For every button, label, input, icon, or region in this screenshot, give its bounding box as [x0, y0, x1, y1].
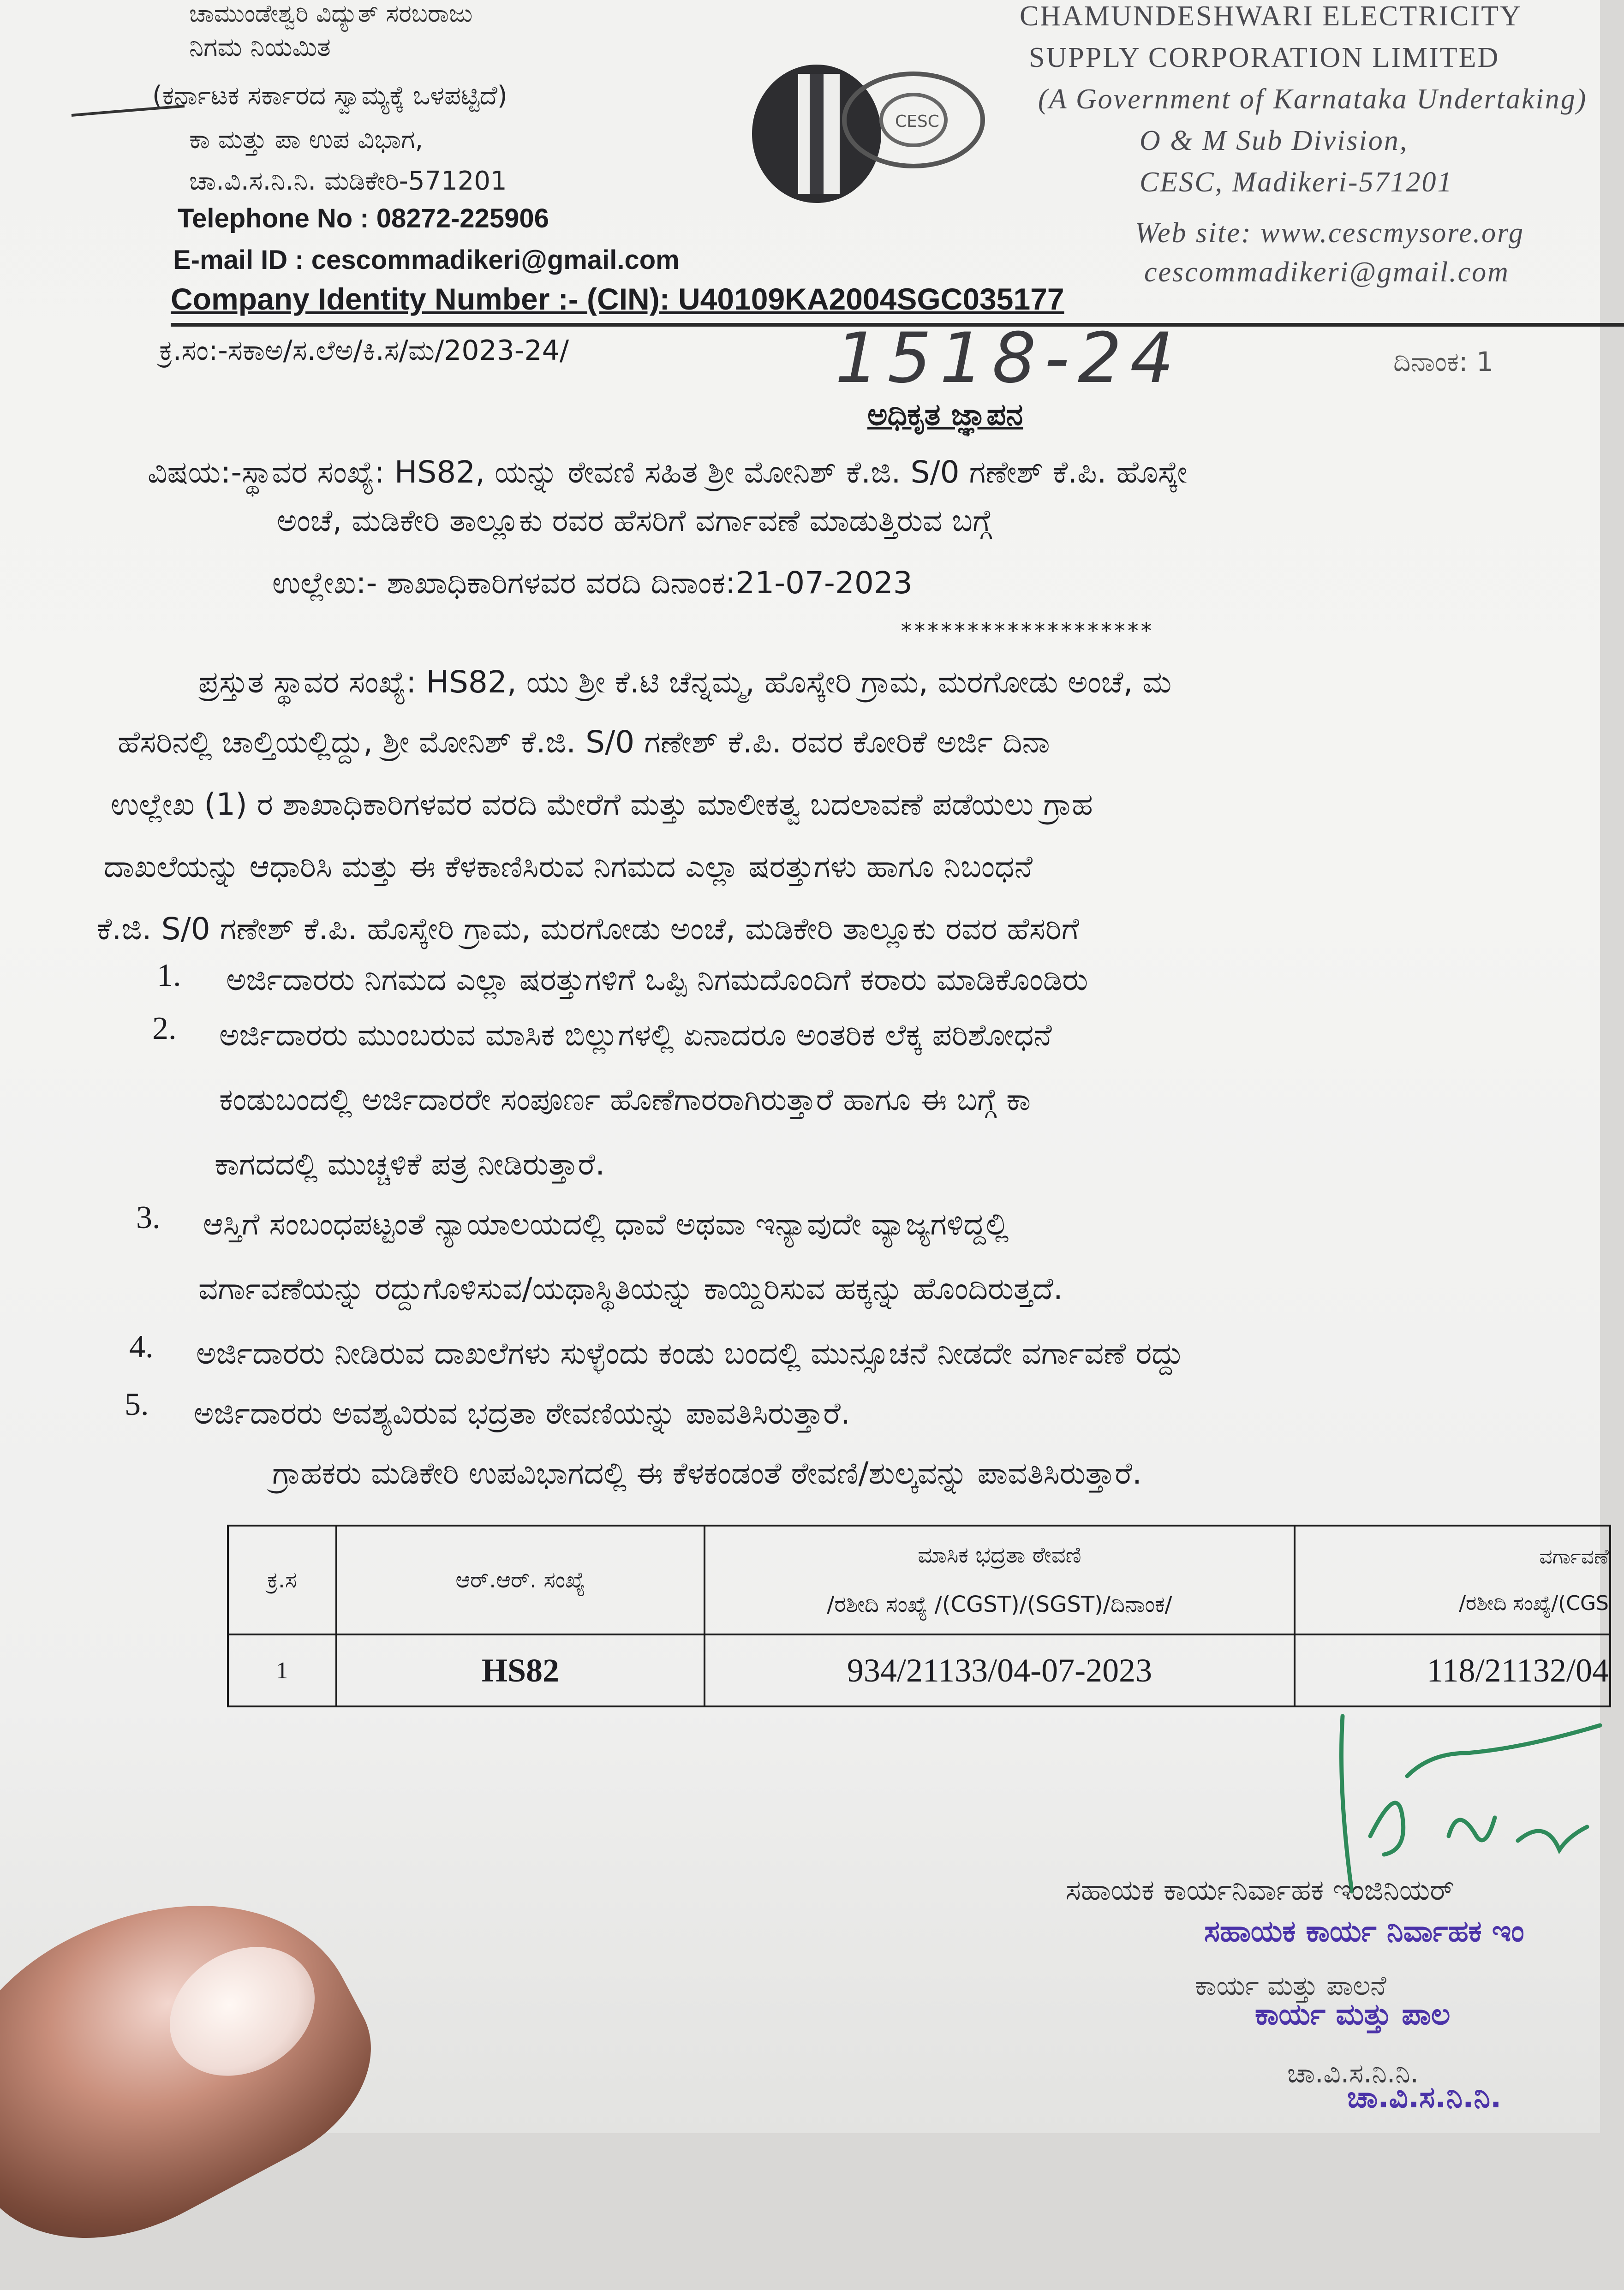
item-4-text: ಅರ್ಜಿದಾರರು ನೀಡಿರುವ ದಾಖಲೆಗಳು ಸುಳ್ಳೆಂದು ಕಂಡು ಬಂದಲ್ಲಿ ಮುನ್ಸೂಚನೆ ನೀಡದೇ ವರ್ಗಾವಣೆ ರದ್ದು [196, 1336, 1184, 1371]
item-2-text-2: ಕಂಡುಬಂದಲ್ಲಿ ಅರ್ಜಿದಾರರೇ ಸಂಪೂರ್ಣ ಹೊಣೆಗಾರರಾಗಿರುತ್ತಾರೆ ಹಾಗೂ ಈ ಬಗ್ಗೆ ಕಾ [219, 1082, 1031, 1117]
letterhead-kn-line3: (ಕರ್ನಾಟಕ ಸರ್ಕಾರದ ಸ್ವಾಮ್ಯಕ್ಕೆ ಒಳಪಟ್ಟಿದೆ) [152, 81, 508, 111]
letterhead-en-email: cescommadikeri@gmail.com [1144, 256, 1510, 288]
letterhead-kn-line1: ಚಾಮುಂಡೇಶ್ವರಿ ವಿದ್ಯುತ್ ಸರಬರಾಜು [189, 0, 473, 28]
cell-deposit: 934/21133/04-07-2023 [705, 1634, 1294, 1706]
header-fee-sub: /ರಶೀದಿ ಸಂಖ್ಯೆ/(CGS [1459, 1592, 1609, 1615]
letterhead-kn-line5: ಚಾ.ವಿ.ಸ.ನಿ.ನಿ. ಮಡಿಕೇರಿ-571201 [189, 166, 507, 196]
reference-number: ಕ್ರ.ಸಂ:-ಸಕಾಅ/ಸ.ಲೆಅ/ಕಿ.ಸ/ಮ/2023-24/ [159, 334, 569, 367]
cesc-logo [747, 42, 1006, 212]
table-row [228, 1634, 1610, 1706]
letterhead-kn-line4: ಕಾ ಮತ್ತು ಪಾ ಉಪ ವಿಭಾಗ, [189, 125, 424, 155]
letterhead-en-line3: (A Government of Karnataka Undertaking) [1038, 83, 1588, 115]
body-line2: ಹೆಸರಿನಲ್ಲಿ ಚಾಲ್ತಿಯಲ್ಲಿದ್ದು, ಶ್ರೀ ಮೋನಿಶ್ ಕೆ.ಜಿ. S/0 ಗಣೇಶ್ ಕೆ.ಪಿ. ರವರ ಕೋರಿಕೆ ಅರ್ಜಿ ದಿನಾ [118, 724, 1050, 760]
letterhead-kn-line2: ನಿಗಮ ನಿಯಮಿತ [189, 32, 331, 62]
subject-line2: ಅಂಚೆ, ಮಡಿಕೇರಿ ತಾಲ್ಲೂಕು ರವರ ಹೆಸರಿಗೆ ವರ್ಗಾವಣೆ ಮಾಡುತ್ತಿರುವ ಬಗ್ಗೆ [277, 503, 992, 538]
cell-rr-number: HS82 [336, 1634, 705, 1706]
subject-line1: ವಿಷಯ:-ಸ್ಥಾವರ ಸಂಖ್ಯೆ: HS82, ಯನ್ನು ಠೇವಣಿ ಸಹಿತ ಶ್ರೀ ಮೋನಿಶ್ ಕೆ.ಜಿ. S/0 ಗಣೇಶ್ ಕೆ.ಪಿ. ಹೊಸ್ಕೇ [148, 454, 1187, 490]
signatory-dept: ಕಾರ್ಯ ಮತ್ತು ಪಾಲನೆ [1195, 1970, 1386, 2001]
body-line5: ಕೆ.ಜಿ. S/0 ಗಣೇಶ್ ಕೆ.ಪಿ. ಹೊಸ್ಕೇರಿ ಗ್ರಾಮ, ಮರಗೋಡು ಅಂಚೆ, ಮಡಿಕೇರಿ ತಾಲ್ಲೂಕು ರವರ ಹೆಸರಿಗೆ [97, 911, 1080, 947]
separator-stars: ******************* [900, 618, 1153, 644]
item-3-text-1: ಆಸ್ತಿಗೆ ಸಂಬಂಧಪಟ್ಟಂತೆ ನ್ಯಾಯಾಲಯದಲ್ಲಿ ಧಾವೆ ಅಥವಾ ಇನ್ಯಾವುದೇ ವ್ಯಾಜ್ಯಗಳಿದ್ದಲ್ಲಿ [203, 1206, 1009, 1242]
item-2-number: 2. [152, 1011, 177, 1046]
signatory-title: ಸಹಾಯಕ ಕಾರ್ಯನಿರ್ವಾಹಕ ಇಂಜಿನಿಯರ್ [1066, 1873, 1455, 1907]
closing-line: ಗ್ರಾಹಕರು ಮಡಿಕೇರಿ ಉಪವಿಭಾಗದಲ್ಲಿ ಈ ಕೆಳಕಂಡಂತೆ ಠೇವಣಿ/ಶುಲ್ಕವನ್ನು ಪಾವತಿಸಿರುತ್ತಾರೆ. [272, 1455, 1142, 1491]
header-rr-number: ಆರ್.ಆರ್. ಸಂಖ್ಯೆ [336, 1526, 705, 1634]
header-transfer-fee [1295, 1526, 1610, 1634]
signatory-org: ಚಾ.ವಿ.ಸ.ನಿ.ನಿ. [1287, 2057, 1419, 2089]
item-4-number: 4. [129, 1329, 154, 1365]
body-line1: ಪ್ರಸ್ತುತ ಸ್ಥಾವರ ಸಂಖ್ಯೆ: HS82, ಯು ಶ್ರೀ ಕೆ.ಟಿ ಚೆನ್ನಮ್ಮ, ಹೊಸ್ಕೇರಿ ಗ್ರಾಮ, ಮರಗೋಡು ಅಂಚೆ, ಮ [198, 664, 1172, 700]
table-header-row [228, 1526, 1610, 1634]
reference-date: ದಿನಾಂಕ: 1 [1393, 346, 1493, 377]
letterhead-telephone: Telephone No : 08272-225906 [178, 203, 549, 233]
stamp-dept: ಕಾರ್ಯ ಮತ್ತು ಪಾಲ [1255, 1998, 1451, 2032]
letterhead-en-line5: CESC, Madikeri-571201 [1140, 167, 1453, 198]
item-2-text-3: ಕಾಗದದಲ್ಲಿ ಮುಚ್ಚಳಿಕೆ ಪತ್ರ ನೀಡಿರುತ್ತಾರೆ. [215, 1146, 605, 1182]
reference-handwritten: 1518-24 [835, 318, 1182, 399]
item-3-text-2: ವರ್ಗಾವಣೆಯನ್ನು ರದ್ದುಗೊಳಿಸುವ/ಯಥಾಸ್ಥಿತಿಯನ್ನು ಕಾಯ್ದಿರಿಸುವ ಹಕ್ಕನ್ನು ಹೊಂದಿರುತ್ತದೆ. [198, 1271, 1063, 1306]
header-fee-title: ವರ್ಗಾವಣೆ [1539, 1545, 1609, 1568]
letterhead-cin: Company Identity Number :- (CIN): U40109KA2004SGC035177 [171, 282, 1064, 316]
item-1-number: 1. [157, 958, 181, 993]
letterhead-en-line1: CHAMUNDESHWARI ELECTRICITY [1020, 0, 1522, 32]
item-5-text: ಅರ್ಜಿದಾರರು ಅವಶ್ಯವಿರುವ ಭದ್ರತಾ ಠೇವಣಿಯನ್ನು ಪಾವತಿಸಿರುತ್ತಾರೆ. [194, 1395, 850, 1431]
header-deposit-sub: /ರಶೀದಿ ಸಂಖ್ಯೆ /(CGST)/(SGST)/ದಿನಾಂಕ/ [827, 1592, 1172, 1617]
item-5-number: 5. [125, 1387, 149, 1422]
cell-fee: 118/21132/04 [1295, 1634, 1610, 1706]
header-deposit [705, 1526, 1294, 1634]
payment-table [227, 1525, 1611, 1707]
item-3-number: 3. [136, 1200, 161, 1235]
pen-stroke [69, 97, 189, 125]
letterhead-website: Web site: www.cescmysore.org [1135, 217, 1524, 249]
body-line3: ಉಲ್ಲೇಖ (1) ರ ಶಾಖಾಧಿಕಾರಿಗಳವರ ವರದಿ ಮೇರೆಗೆ ಮತ್ತು ಮಾಲೀಕತ್ವ ಬದಲಾವಣೆ ಪಡೆಯಲು ಗ್ರಾಹ [111, 787, 1093, 822]
item-1-text: ಅರ್ಜಿದಾರರು ನಿಗಮದ ಎಲ್ಲಾ ಷರತ್ತುಗಳಿಗೆ ಒಪ್ಪಿ ನಿಗಮದೊಂದಿಗೆ ಕರಾರು ಮಾಡಿಕೊಂಡಿರು [226, 962, 1088, 997]
logo-text: CESC [895, 112, 939, 131]
header-sl: ಕ್ರ.ಸ [228, 1526, 336, 1634]
subject-reference: ಉಲ್ಲೇಖ:- ಶಾಖಾಧಿಕಾರಿಗಳವರ ವರದಿ ದಿನಾಂಕ:21-07-2023 [272, 565, 913, 601]
letterhead-email: E-mail ID : cescommadikeri@gmail.com [173, 245, 680, 275]
header-deposit-title: ಮಾಸಿಕ ಭದ್ರತಾ ಠೇವಣಿ [918, 1542, 1081, 1568]
item-2-text-1: ಅರ್ಜಿದಾರರು ಮುಂಬರುವ ಮಾಸಿಕ ಬಿಲ್ಲುಗಳಲ್ಲಿ ಏನಾದರೂ ಅಂತರಿಕ ಲೆಕ್ಕ ಪರಿಶೋಧನೆ [219, 1017, 1052, 1053]
stamp-org: ಚಾ.ವಿ.ಸ.ನಿ.ನಿ. [1347, 2081, 1502, 2115]
cell-sl: 1 [228, 1634, 336, 1706]
letterhead-en-line4: O & M Sub Division, [1140, 125, 1409, 156]
body-line4: ದಾಖಲೆಯನ್ನು ಆಧಾರಿಸಿ ಮತ್ತು ಈ ಕೆಳಕಾಣಿಸಿರುವ ನಿಗಮದ ಎಲ್ಲಾ ಷರತ್ತುಗಳು ಹಾಗೂ ನಿಬಂಧನೆ [104, 849, 1033, 884]
stamp-title: ಸಹಾಯಕ ಕಾರ್ಯ ನಿರ್ವಾಹಕ ಇಂ [1204, 1914, 1524, 1949]
letterhead-en-line2: SUPPLY CORPORATION LIMITED [1029, 42, 1500, 73]
memo-heading: ಅಧಿಕೃತ ಜ್ಞಾಪನ [867, 397, 1023, 432]
